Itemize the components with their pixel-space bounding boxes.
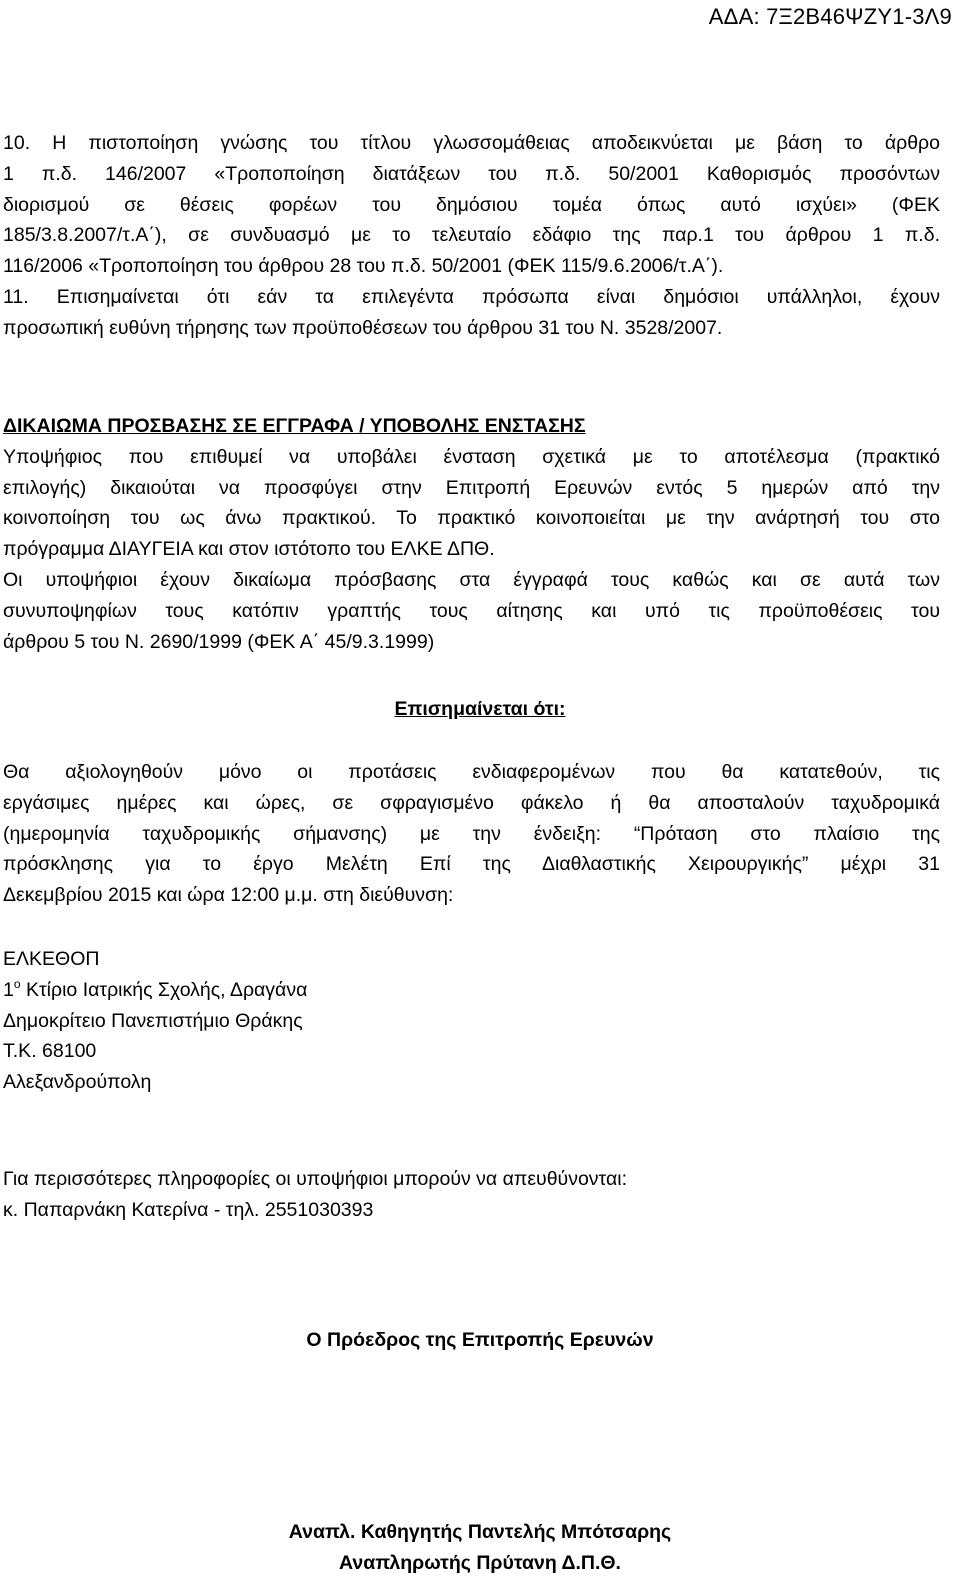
address-building: Κτίριο Ιατρικής Σχολής, Δραγάνα: [20, 978, 308, 1001]
notice-line: πρόσκλησης για το έργο Μελέτη Επί της Διαθλαστικής Χειρουργικής” μέχρι 31: [3, 853, 940, 876]
contact-line: Για περισσότερες πληροφορίες οι υποψήφιοι μπορούν να απευθύνονται:: [3, 1168, 627, 1190]
ada-identifier: ΑΔΑ: 7Ξ2Β46ΨΖΥ1-3Λ9: [708, 4, 952, 29]
address-line: Δημοκρίτειο Πανεπιστήμιο Θράκης: [3, 1009, 303, 1032]
signature-role: Αναπληρωτής Πρύτανη Δ.Π.Θ.: [339, 1552, 621, 1574]
section-11-line: προσωπική ευθύνη τήρησης των προϋποθέσεων του άρθρου 31 του Ν. 3528/2007.: [3, 316, 723, 339]
contact-line: κ. Παπαρνάκη Κατερίνα - τηλ. 2551030393: [3, 1198, 374, 1221]
address-line: ΕΛΚΕΘΟΠ: [3, 948, 100, 970]
section-10: [3, 128, 940, 282]
address-block: [3, 944, 307, 1098]
notice-body: [3, 757, 940, 911]
signature-title: Ο Πρόεδρος της Επιτροπής Ερευνών: [306, 1329, 654, 1351]
contact-block: [3, 1164, 627, 1226]
rights-section: [3, 411, 940, 657]
rights-heading: ΔΙΚΑΙΩΜΑ ΠΡΟΣΒΑΣΗΣ ΣΕ ΕΓΓΡΑΦΑ / ΥΠΟΒΟΛΗΣ ΕΝΣΤΑΣΗΣ: [3, 415, 586, 437]
section-11-line: 11. Επισημαίνεται ότι εάν τα επιλεγέντα πρόσωπα είναι δημόσιοι υπάλληλοι, έχουν: [3, 286, 940, 308]
rights-line: πρόγραμμα ΔΙΑΥΓΕΙΑ και στον ιστότοπο του ΕΛΚΕ ΔΠΘ.: [3, 538, 495, 561]
address-ordinal: ο: [13, 976, 21, 991]
rights-line: κοινοποίηση του ως άνω πρακτικού. Το πρακτικό κοινοποιείται με την ανάρτησή του στο: [3, 507, 940, 530]
section-10-line: 116/2006 «Τροποποίηση του άρθρου 28 του π.δ. 50/2001 (ΦΕΚ 115/9.6.2006/τ.Α΄).: [3, 255, 724, 278]
address-line: [3, 975, 307, 1006]
address-line: Τ.Κ. 68100: [3, 1040, 97, 1063]
notice-line: Θα αξιολογηθούν μόνο οι προτάσεις ενδιαφερομένων που θα κατατεθούν, τις: [3, 761, 940, 783]
notice-line: Δεκεμβρίου 2015 και ώρα 12:00 μ.μ. στη διεύθυνση:: [3, 884, 454, 907]
rights-line: Υποψήφιος που επιθυμεί να υποβάλει ένσταση σχετικά με το αποτέλεσμα (πρακτικό: [3, 445, 940, 468]
section-10-line: διορισμού σε θέσεις φορέων του δημόσιου τομέα όπως αυτό ισχύει» (ΦΕΚ: [3, 193, 940, 216]
section-11: [3, 282, 940, 344]
rights-line: συνυποψηφίων τους κατόπιν γραπτής τους αίτησης και υπό τις προϋποθέσεις του: [3, 599, 940, 622]
notice-line: εργάσιμες ημέρες και ώρες, σε σφραγισμένο φάκελο ή θα αποσταλούν ταχυδρομικά: [3, 791, 940, 814]
signature-name: Αναπλ. Καθηγητής Παντελής Μπότσαρης: [288, 1521, 672, 1543]
notice-heading: Επισημαίνεται ότι:: [394, 698, 566, 720]
section-10-line: 185/3.8.2007/τ.Α΄), σε συνδυασμό με το τελευταίο εδάφιο της παρ.1 του άρθρου 1 π.δ.: [3, 224, 940, 247]
rights-line: Οι υποψήφιοι έχουν δικαίωμα πρόσβασης στα έγγραφά τους καθώς και σε αυτά των: [3, 568, 940, 591]
address-line: Αλεξανδρούπολη: [3, 1071, 152, 1094]
section-10-line: 1 π.δ. 146/2007 «Τροποποίηση διατάξεων του π.δ. 50/2001 Καθορισμός προσόντων: [3, 162, 940, 185]
address-building-number: 1: [3, 978, 14, 1001]
rights-line: άρθρου 5 του Ν. 2690/1999 (ΦΕΚ Α΄ 45/9.3.1999): [3, 630, 435, 653]
section-10-line: 10. Η πιστοποίηση γνώσης του τίτλου γλωσσομάθειας αποδεικνύεται με βάση το άρθρο: [3, 132, 940, 154]
rights-line: επιλογής) δικαιούται να προσφύγει στην Επιτροπή Ερευνών εντός 5 ημερών από την: [3, 476, 940, 499]
notice-line: (ημερομηνία ταχυδρομικής σήμανσης) με την ένδειξη: “Πρόταση στο πλαίσιο της: [3, 822, 940, 845]
